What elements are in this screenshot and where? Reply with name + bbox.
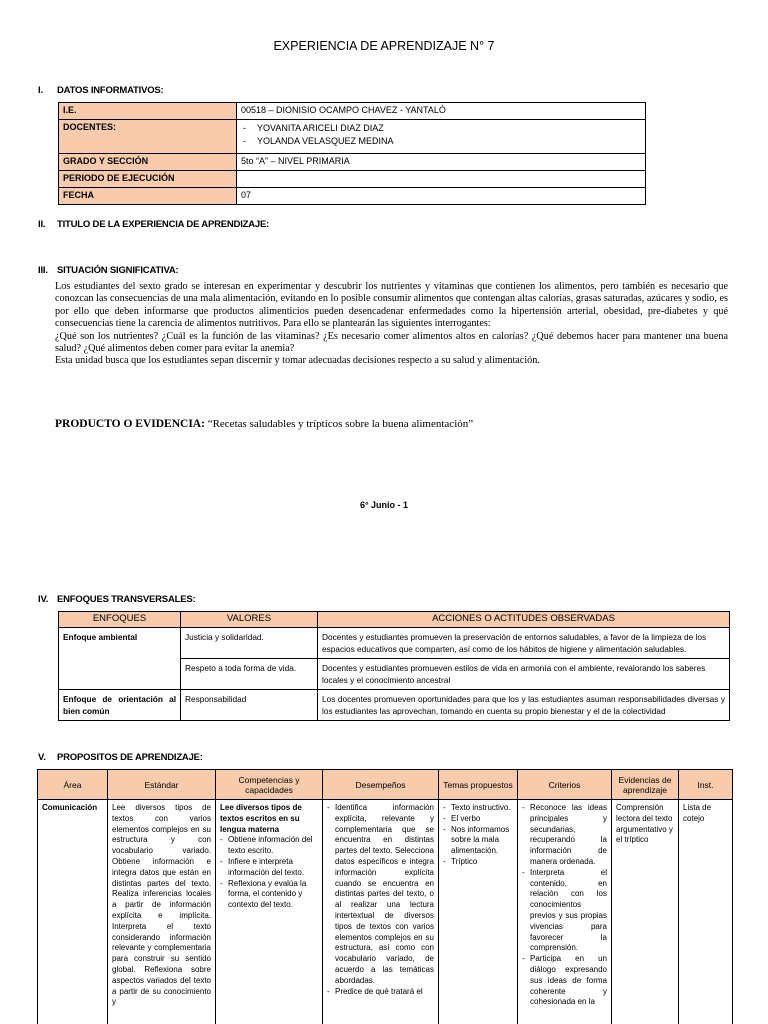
- section-heading-propositos: V. PROPOSITOS DE APRENDIZAJE:: [38, 752, 203, 763]
- section-heading-datos: I. DATOS INFORMATIVOS:: [38, 85, 164, 96]
- info-value: [237, 120, 646, 154]
- producto-evidencia: [55, 418, 473, 430]
- column-header: Criterios: [518, 770, 612, 800]
- criterio-item: - Reconoce las ideas principales y secundarias, recuperando la información de manera ordenada.: [522, 803, 607, 868]
- document-title: EXPERIENCIA DE APRENDIZAJE N° 7: [273, 39, 495, 53]
- column-header: Estándar: [108, 770, 216, 800]
- column-header: Temas propuestos: [439, 770, 518, 800]
- column-header: Inst.: [679, 770, 733, 800]
- section-heading-enfoques: IV. ENFOQUES TRANSVERSALES:: [38, 594, 196, 605]
- column-header: Área: [38, 770, 108, 800]
- propositos-table: [37, 769, 733, 1024]
- capacidad-item: - Reflexiona y evalúa la forma, el contenido y contexto del texto.: [220, 879, 318, 911]
- desempeno-item: - Predice de qué tratará el: [327, 987, 434, 998]
- tema-item: - Tríptico: [443, 857, 513, 868]
- info-value: 5to “A” – NIVEL PRIMARIA: [237, 154, 646, 171]
- docente-item: - YOLANDA VELASQUEZ MEDINA: [241, 135, 641, 148]
- situacion-paragraph: Los estudiantes del sexto grado se interesan en experimentar y descubrir los nutrientes y vitaminas que contienen los alimentos, pero también es necesario que conozcan las consecuencias de una mala alimentación, evitando en lo posible consumir alimentos que contengan altas calorías, grasas saturadas, azúcares y sodio, es por ello que deben informarse que productos alimenticios pueden desencadenar enfermedades como la hipertensión arterial, obesidad, pre-diabetes y qué consecuencias tiene la carencia de alimentos nutritivos. Para ello se plantearán las siguientes interrogantes:: [55, 281, 728, 330]
- info-row-fecha: [59, 188, 646, 205]
- info-row-docentes: [59, 120, 646, 154]
- tema-item: - Texto instructivo.: [443, 803, 513, 814]
- docente-item: - YOVANITA ARICELI DIAZ DIAZ: [241, 122, 641, 135]
- evidencias-cell: Comprensión lectora del texto argumentativo y el tríptico: [612, 800, 679, 1024]
- column-header: VALORES: [181, 612, 318, 628]
- column-header: Evidencias de aprendizaje: [612, 770, 679, 800]
- producto-value: “Recetas saludables y trípticos sobre la buena alimentación”: [207, 418, 474, 430]
- valor-cell: Respeto a toda forma de vida.: [181, 659, 318, 690]
- table-row: [59, 628, 730, 659]
- section-heading-situacion: III. SITUACIÓN SIGNIFICATIVA:: [38, 265, 179, 276]
- propositos-header-row: [38, 770, 733, 800]
- info-value: 07: [237, 188, 646, 205]
- info-row-periodo: [59, 171, 646, 188]
- info-row-ie: [59, 103, 646, 120]
- producto-label: PRODUCTO O EVIDENCIA:: [55, 418, 205, 430]
- info-value: [237, 171, 646, 188]
- tema-item: - Nos informamos sobre la mala alimentación.: [443, 825, 513, 857]
- accion-cell: Docentes y estudiantes promueven la preservación de entornos saludables, a favor de la limpieza de los espacios educativos que comparten, así como de los hábitos de higiene y alimentación saludables.: [318, 628, 730, 659]
- criterios-cell: [518, 800, 612, 1024]
- valor-cell: Responsabilidad: [181, 690, 318, 721]
- criterio-item: - Interpreta el contenido, en relación con los conocimientos previos y sus propias vivencias para favorecer la comprensión.: [522, 868, 607, 954]
- situacion-text: [55, 281, 728, 368]
- situacion-questions: ¿Qué son los nutrientes? ¿Cuál es la función de las vitaminas? ¿Es necesario comer alimentos altos en calorías? ¿Qué debemos hacer para mantener una buena salud? ¿Qué alimentos deben comer para evitar la anemia?: [55, 330, 728, 355]
- column-header: ENFOQUES: [59, 612, 181, 628]
- accion-cell: Los docentes promueven oportunidades para que los y las estudiantes asuman responsabilidades diversas y los estudiantes las aprovechan, tomando en cuenta su propio bienestar y el de la colectividad: [318, 690, 730, 721]
- capacidad-item: - Obtiene información del texto escrito.: [220, 835, 318, 857]
- desempenos-cell: [323, 800, 439, 1024]
- info-label: FECHA: [59, 188, 237, 205]
- enfoque-cell: Enfoque ambiental: [59, 628, 181, 690]
- situacion-paragraph: Esta unidad busca que los estudiantes sepan discernir y tomar adecuadas decisiones respecto a su salud y alimentación.: [55, 355, 540, 367]
- section-heading-titulo: II. TITULO DE LA EXPERIENCIA DE APRENDIZAJE:: [38, 219, 270, 230]
- area-cell: Comunicación: [38, 800, 108, 1024]
- enfoques-table: [58, 611, 730, 721]
- desempeno-item: - Identifica información explícita, relevante y complementaria que se encuentra en distintas partes del texto. Selecciona datos específicos e integra información explícita cuando se encuentra en distintas partes del texto, o al realizar una lectura intertextual de diversos tipos de textos con varios elementos complejos en su estructura, así como con vocabulario variado, de acuerdo a las temáticas abordadas.: [327, 803, 434, 987]
- column-header: Desempeños: [323, 770, 439, 800]
- temas-cell: [439, 800, 518, 1024]
- info-label: GRADO Y SECCIÓN: [59, 154, 237, 171]
- criterio-item: - Participa en un diálogo expresando sus ideas de forma coherente y cohesionada en la: [522, 954, 607, 1008]
- column-header: ACCIONES O ACTITUDES OBSERVADAS: [318, 612, 730, 628]
- competencias-cell: [216, 800, 323, 1024]
- info-value: 00518 – DIONISIO OCAMPO CHAVEZ - YANTALÓ: [237, 103, 646, 120]
- info-label: PERIODO DE EJECUCIÓN: [59, 171, 237, 188]
- instrumento-cell: Lista de cotejo: [679, 800, 733, 1024]
- table-row: [38, 800, 733, 1024]
- enfoque-cell: Enfoque de orientación al bien común: [59, 690, 181, 721]
- capacidad-item: - Infiere e interpreta información del texto.: [220, 857, 318, 879]
- accion-cell: Docentes y estudiantes promueven estilos de vida en armonía con el ambiente, revalorando los saberes locales y el conocimiento ancestral: [318, 659, 730, 690]
- valor-cell: Justicia y solidaridad.: [181, 628, 318, 659]
- competencia-title: Lee diversos tipos de textos escritos en su lengua materna: [220, 803, 302, 834]
- enfoques-header-row: [59, 612, 730, 628]
- info-row-grado: [59, 154, 646, 171]
- estandar-cell: Lee diversos tipos de textos con varios elementos complejos en su estructura y con vocabulario variado. Obtiene información e integra datos que están en distintas partes del texto. Realiza inferencias locales a partir de información explícita e implícita. Interpreta el texto considerando información relevante y complementaria para construir su sentido global. Reflexiona sobre aspectos variados del texto a partir de su conocimiento y: [108, 800, 216, 1024]
- tema-item: - El verbo: [443, 814, 513, 825]
- table-row: [59, 690, 730, 721]
- info-label: I.E.: [59, 103, 237, 120]
- date-line: 6° Junio - 1: [359, 500, 409, 510]
- info-label: DOCENTES:: [59, 120, 237, 154]
- column-header: Competencias y capacidades: [216, 770, 323, 800]
- info-table: [58, 102, 646, 205]
